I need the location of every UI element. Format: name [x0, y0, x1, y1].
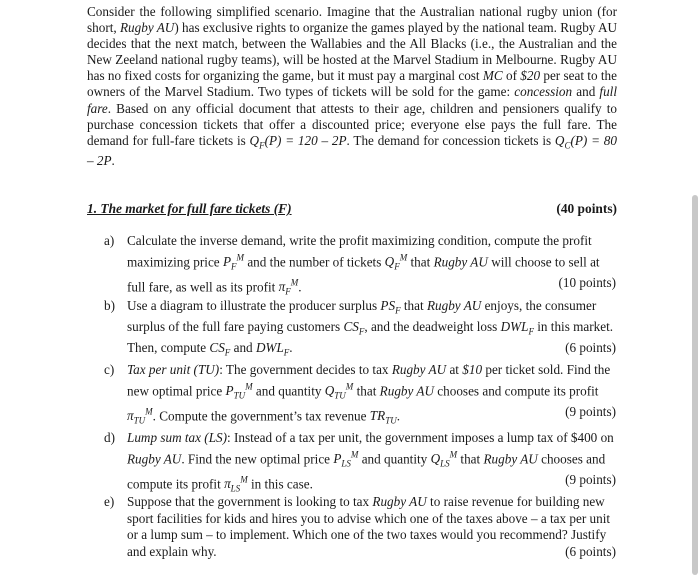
question-text: Calculate the inverse demand, write the profit maximizing condition, compute the profit maximizing price $P_F^M$ and the number of tickets $Q_F^M$ that Rugby AU will choose to sell at full fare, as well as its profit $\pi_F^M$. (10 points) — [127, 233, 616, 298]
section-heading — [87, 201, 617, 217]
question-label: c) — [104, 362, 115, 377]
question-points: (9 points) — [565, 472, 616, 488]
question-text: Tax per unit (TU): The government decides to tax Rugby AU at $10 per ticket sold. Find the new optimal price $P_{TU}^M$ and quantity $Q_{TU}^M$ that Rugby AU chooses and compute its profit $\pi_{TU}^M$. Compute the government’s tax revenue $TR_{TU}$. (9 points) — [127, 362, 616, 427]
question-label: d) — [104, 430, 115, 445]
section-title: 1. The market for full fare tickets (F) — [87, 201, 292, 216]
question-points: (9 points) — [565, 404, 616, 420]
question-points: (6 points) — [565, 340, 616, 356]
intro-paragraph: Consider the following simplified scenario. Imagine that the Australian national rugby union (for short, Rugby AU) has exclusive rights to organize the games played by the national team. Rugby AU decides that the next match, between the Wallabies and the All Blacks (i.e., the Australian and the New Zeeland national rugby teams), will be hosted at the Marvel Stadium in Melbourne. Rugby AU has no fixed costs for organizing the game, but it must pay a marginal cost MC of $20 per seat to the owners of the Marvel Stadium. Two types of tickets will be sold for the game: concession and full fare. Based on any official document that attests to their age, children and pensioners qualify to purchase concession tickets that offer a discounted price; everyone else pays the full fare. The demand for full-fare tickets is $Q_F(P) = 120 - 2P$. The demand for concession tickets is $Q_C(P) = 80 - 2P$. — [87, 4, 618, 169]
section-points: (40 points) — [556, 201, 617, 216]
question-text: Suppose that the government is looking to tax Rugby AU to raise revenue for building new sport facilities for kids and hires you to advise which one of the taxes above – a tax per unit or a lump sum – to implement. Which one of the two taxes would you recommend? Justify and explain why. (6 points) — [127, 494, 616, 559]
question-label: a) — [104, 233, 115, 248]
question-points: (10 points) — [558, 275, 616, 291]
question-points: (6 points) — [565, 543, 616, 559]
question-text: Use a diagram to illustrate the producer surplus $PS_F$ that Rugby AU enjoys, the consumer surplus of the full fare paying customers $CS_F$, and the deadweight loss $DWL_F$ in this market. Then, compute $CS_F$ and $DWL_F$. (6 points) — [127, 298, 616, 358]
scrollbar[interactable] — [692, 195, 698, 575]
question-text: Lump sum tax (LS): Instead of a tax per unit, the government imposes a lump tax of $400 on Rugby AU. Find the new optimal price $P_{LS}^M$ and quantity $Q_{LS}^M$ that Rugby AU chooses and compute its profit $\pi_{LS}^M$ in this case. (9 points) — [127, 430, 616, 495]
question-label: b) — [104, 298, 115, 313]
question-label: e) — [104, 494, 115, 509]
